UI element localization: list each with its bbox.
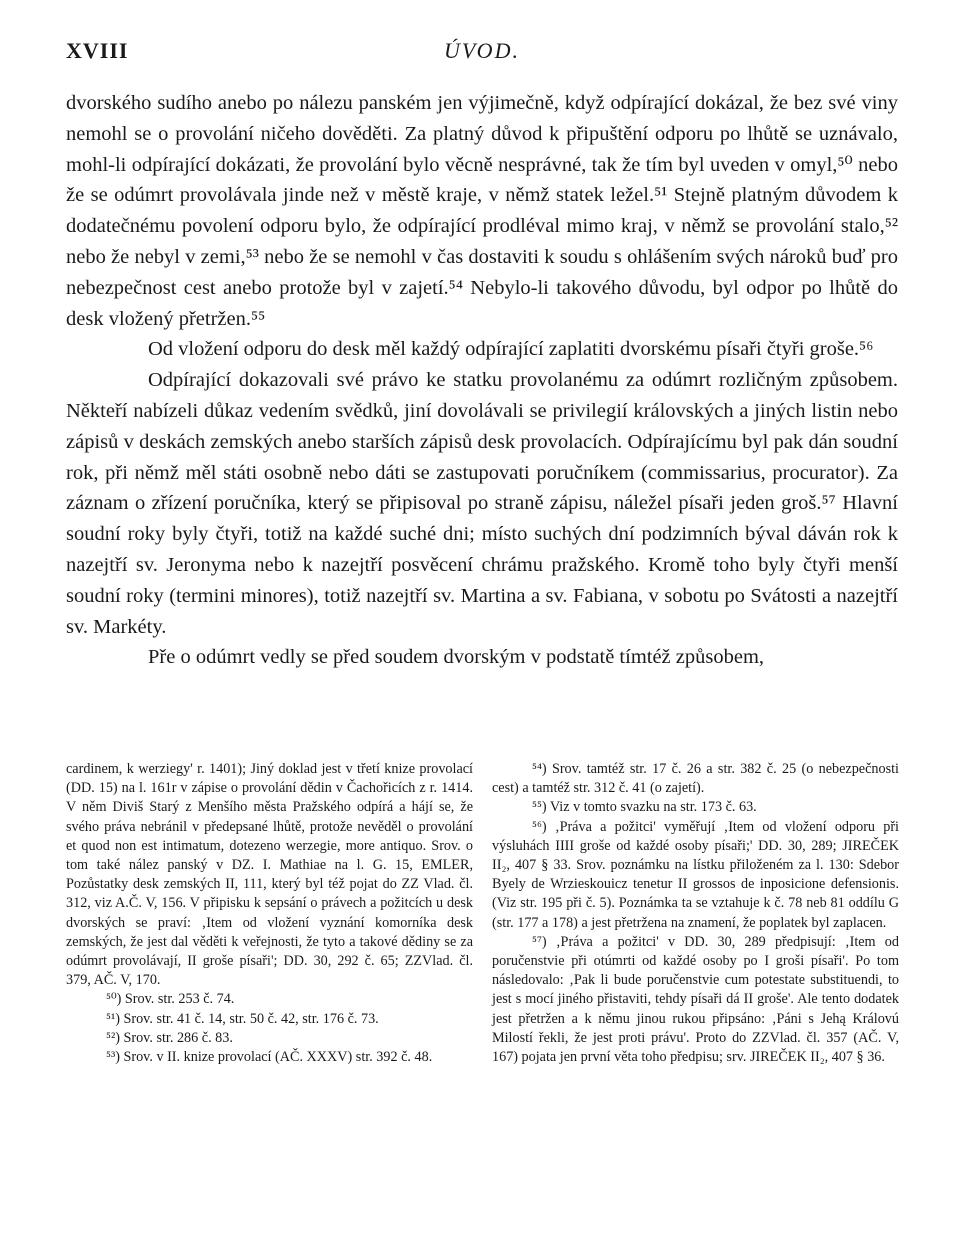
footnote: ⁵¹) Srov. str. 41 č. 14, str. 50 č. 42, str. 176 č. 73. [106, 1010, 379, 1027]
footnote: ⁵⁴) Srov. tamtéž str. 17 č. 26 a str. 382 č. 25 (o nebezpečnosti cest) a tamtéž str. 312 č. 41 (o zajetí). [492, 761, 899, 797]
running-title: ÚVOD. [444, 38, 520, 63]
footnotes-right-column [492, 760, 899, 1067]
body-paragraph: Od vložení odporu do desk měl každý odpírající zaplatiti dvorskému písaři čtyři groše.⁵⁶ [148, 338, 874, 361]
body-paragraph: Odpírající dokazovali své právo ke statku provolanému za odúmrt rozličným způsobem. Někteří nabízeli důkaz vedením svědků, jiní dovolávali se privilegií královských a jiných listin nebo zápisů v deskách zemských anebo starších zápisů desk provolacích. Odpírajícímu byl pak dán soudní rok, při němž měl státi osobně nebo dáti se zastupovati poručníkem (commissarius, procurator). Za záznam o zřízení poručníka, který se připisoval po straně zápisu, náležel písaři jeden groš.⁵⁷ Hlavní soudní roky byly čtyři, totiž na každé suché dni; místo suchých dní podzimních býval dáván rok k nazejtří sv. Jeronyma nebo k nazejtří posvěcení chrámu pražského. Kromě toho byly čtyři menší soudní roky (termini minores), totiž nazejtří sv. Martina a sv. Fabiana, v sobotu po Svátosti a nazejtří sv. Markéty. [66, 369, 898, 638]
footnote: ⁵⁷) ‚Práva a požitci' v DD. 30, 289 předpisují: ‚Item od poručenstvie při otúmrti od každé osoby po I groši písaři'. Po tom následovalo: ‚Pak li bude poručenstvie cum potestate substituendi, to jest s mocí jiného přistaviti, tehdy písaři dá II groše'. Ale tento dodatek jest přetržen a k němu jinou rukou připsáno: ‚Páni s Jehą Královú Milostí řekli, že jest proti právu'. Proto do ZZVlad. čl. 357 (AČ. V, 167) pojata jen první věta toho předpisu; srv. JIREČEK II₂, 407 § 36. [492, 933, 899, 1066]
footnote: cardinem, k werziegy' r. 1401); Jiný doklad jest v třetí knize provolací (DD. 15) na l. 161r v zápise o provolání dědin v Čachořicích z r. 1414. V něm Diviš Starý z Menšího města Pražského odpírá a hájí se, že svého práva nebránil v předepsané lhůtě, protože nevěděl o provolání et quod non est intimatum, dotezeno werzegie, more antiquo. Srov. o tom také nález panský v DZ. I. Mathiae na l. G. 15, EMLER, Pozůstatky desk zemských II, 111, který byl též pojat do ZZ Vlad. čl. 312, viz A.Č. V, 156. V připisku k sepsání o právech a požitcích u desk dvorských se praví: ‚Item od vložení vyznání komorníka desk zemských, že jest dal věděti k veřejnosti, že tyto a takové dědiny se za odúmrt provolávají, II groše písaři'; DD. 30, 292 č. 65; ZZVlad. čl. 379, AČ. V, 170. [66, 761, 473, 989]
body-paragraph: Pře o odúmrt vedly se před soudem dvorským v podstatě tímtéž způsobem, [148, 646, 765, 669]
footnote: ⁵²) Srov. str. 286 č. 83. [106, 1029, 233, 1046]
footnotes-left-column [66, 760, 473, 1067]
footnote: ⁵³) Srov. v II. knize provolací (AČ. XXXV) str. 392 č. 48. [106, 1049, 433, 1066]
main-text [66, 88, 898, 673]
footnote: ⁵⁶) ‚Práva a požitci' vyměřují ‚Item od vložení odporu při výsluhách IIII groše od každé osoby písaři;' DD. 30, 289; JIREČEK II₂, 407 § 33. Srov. poznámku na lístku přiloženém za l. 130: Sdebor Byely de Wrzieskouicz tenetur II grossos de inposicione defensionis. (Viz str. 195 při č. 5). Poznámka ta se vztahuje k č. 78 neb 81 oddílu G (str. 177 a 178) a jest přetržena na znamení, že poplatek byl zaplacen. [492, 818, 899, 931]
footnote: ⁵⁰) Srov. str. 253 č. 74. [106, 991, 235, 1008]
page-header [66, 38, 898, 68]
body-paragraph: dvorského sudího anebo po nálezu panském jen výjimečně, když odpírající dokázal, že bez své viny nemohl se o provolání ničeho dověděti. Za platný důvod k připuštění odporu po lhůtě se uznávalo, mohl-li odpírající dokázati, že provolání bylo věcně nesprávné, tak že tím byl uveden v omyl,⁵⁰ nebo že se odúmrt provolávala jinde než v městě kraje, v němž statek ležel.⁵¹ Stejně platným důvodem k dodatečnému povolení odporu bylo, že odpírající prodléval mimo kraj, v němž se provolání stalo,⁵² nebo že nebyl v zemi,⁵³ nebo že se nemohl v čas dostaviti k soudu s ohlášením svých nároků buď pro nebezpečnost cest anebo protože byl v zajetí.⁵⁴ Nebylo-li takového důvodu, byl odpor po lhůtě do desk vložený přetržen.⁵⁵ [66, 92, 898, 330]
footnote: ⁵⁵) Viz v tomto svazku na str. 173 č. 63. [532, 799, 757, 816]
page-number: XVIII [66, 38, 129, 63]
